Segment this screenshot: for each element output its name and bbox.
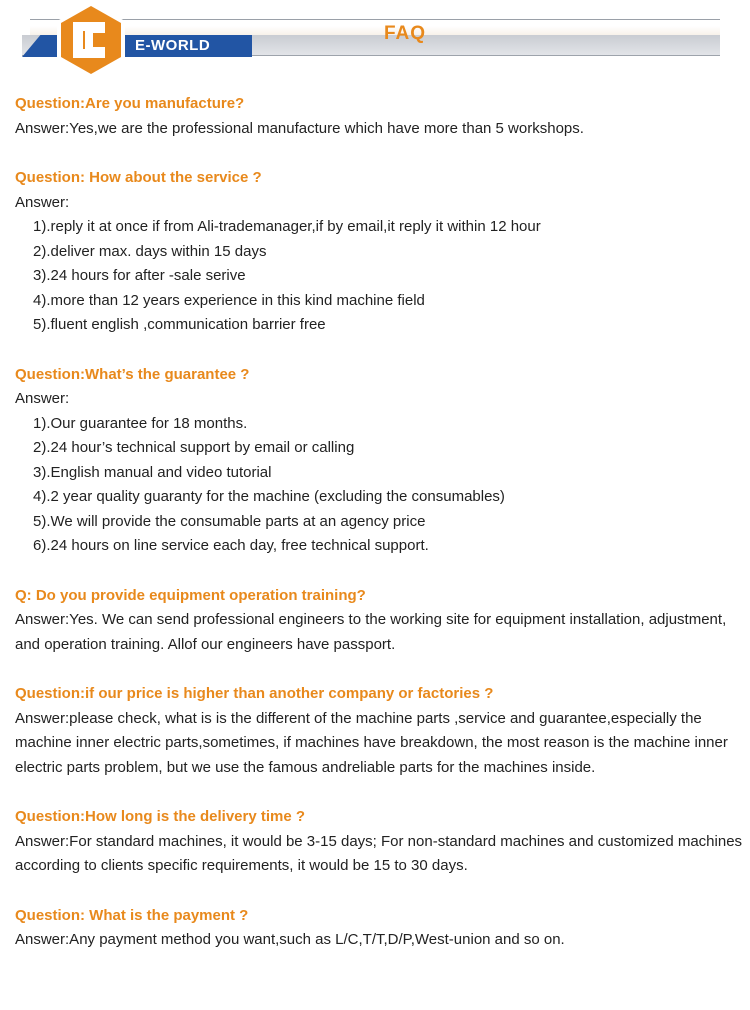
list-item: 2).24 hour’s technical support by email or calling [33, 439, 355, 456]
faq-answer: Answer:Yes,we are the professional manufacture which have more than 5 workshops. [15, 119, 584, 137]
page-title: FAQ [384, 23, 427, 44]
faq-question: Question: How about the service ? [15, 169, 262, 186]
faq-item [15, 904, 745, 953]
list-item: 1).reply it at once if from Ali-trademanager,if by email,it reply it within 12 hour [33, 218, 541, 235]
list-item: 3).24 hours for after -sale serive [33, 267, 246, 284]
faq-answer-list [15, 412, 745, 559]
list-item: 2).deliver max. days within 15 days [33, 242, 267, 260]
list-item: 5).We will provide the consumable parts at an agency price [33, 512, 426, 530]
list-item: 4).2 year quality guaranty for the machine (excluding the consumables) [33, 488, 505, 505]
faq-answer: Answer: [15, 193, 70, 211]
banner-top-line [30, 19, 720, 20]
faq-question: Question:What’s the guarantee ? [15, 365, 250, 383]
faq-item [15, 166, 745, 338]
brand-logo-icon [55, 0, 127, 80]
faq-item [15, 805, 745, 879]
list-item: 4).more than 12 years experience in this kind machine field [33, 291, 425, 309]
list-item: 3).English manual and video tutorial [33, 463, 272, 481]
faq-answer: Answer:Any payment method you want,such as L/C,T/T,D/P,West-union and so on. [15, 931, 565, 948]
faq-answer: Answer: [15, 390, 70, 407]
faq-question: Q: Do you provide equipment operation training? [15, 586, 366, 604]
list-item: 5).fluent english ,communication barrier free [33, 316, 326, 333]
faq-question: Question:How long is the delivery time ? [15, 808, 306, 825]
faq-answer: Answer:For standard machines, it would be 3-15 days; For non-standard machines and customized machines according to clients specific requirements, it would be 15 to 30 days. [15, 832, 743, 874]
faq-item [15, 363, 745, 559]
faq-answer: Answer:please check, what is is the different of the machine parts ,service and guarantee,especially the machine inner electric parts,sometimes, if machines have breakdown, the most reason is the machine inner electric parts problem, but we use the famous andreliable parts for the machines inside. [15, 709, 728, 776]
header-banner [0, 0, 750, 80]
brand-name: E-WORLD [135, 37, 211, 54]
faq-item [15, 584, 745, 658]
faq-question: Question:Are you manufacture? [15, 95, 245, 112]
faq-item [15, 682, 745, 780]
list-item: 1).Our guarantee for 18 months. [33, 414, 248, 432]
list-item: 6).24 hours on line service each day, free technical support. [33, 537, 429, 554]
faq-list [15, 92, 745, 978]
faq-item [15, 92, 745, 141]
faq-question: Question: What is the payment ? [15, 906, 249, 924]
faq-answer-list [15, 215, 745, 338]
faq-question: Question:if our price is higher than another company or factories ? [15, 685, 494, 702]
faq-answer: Answer:Yes. We can send professional engineers to the working site for equipment installation, adjustment, and operation training. Allof our engineers have passport. [15, 611, 727, 653]
